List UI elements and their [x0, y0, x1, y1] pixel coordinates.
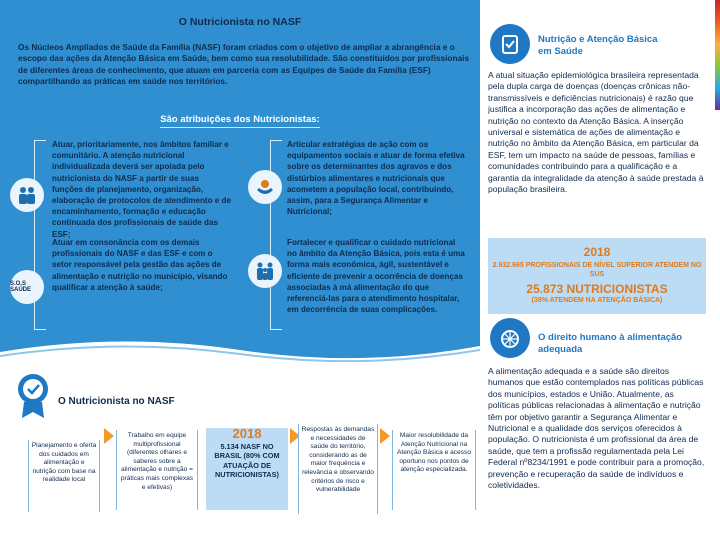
nasf-summary-section	[0, 362, 480, 540]
flow-box: Planejamento e oferta dos cuidados em alimentação e nutrição com base na realidade local	[28, 440, 100, 512]
right-column	[480, 0, 720, 540]
panel-title: O Nutricionista no NASF	[178, 16, 302, 28]
stat-nutritionists: 25.873 NUTRICIONISTAS	[526, 282, 668, 296]
nutrition-basic-care-title: Nutrição e Atenção Básica em Saúde	[538, 34, 658, 57]
flow-box: Maior resolubilidade da Atenção Nutricional na Atenção Básica e acesso oportuno nos pontos de atenção especializada.	[392, 430, 476, 510]
bracket-right	[270, 140, 282, 330]
family-icon	[248, 254, 282, 288]
attribution-item: Articular estratégias de ação com os equipamentos sociais e atuar de forma efetiva sobre os determinantes dos agravos e dos distúrbios alimentares e nutricionais que acometem a população local, contribuindo, assim, para a Segurança Alimentar e Nutricional;	[287, 140, 465, 217]
rainbow-strip	[715, 0, 720, 110]
attribution-item: Atuar, prioritariamente, nos âmbitos familiar e comunitário. A atenção nutricional individualizada deverá ser apoiada pelo nutricionista do NASF a partir de suas funções de planejamento, organização, elaboração de protocolos de atendimento e de encaminhamento, formação e educação continuada dos profissionais de saúde das ESF;	[52, 140, 231, 239]
attribution-item: Fortalecer e qualificar o cuidado nutricional no âmbito da Atenção Básica, pois esta é uma forma mais econômica, ágil, sustentável e eficiente de prevenir a ocorrência de doenças associadas à má alimentação do que referenciá-las para o atendimento hospitalar, em decorrência de suas complicações.	[287, 238, 465, 315]
stat-text: 5.134 NASF NO BRASIL (80% COM ATUAÇÃO DE NUTRICIONISTAS)	[214, 441, 280, 480]
attribution-item: Atuar em consonância com os demais profissionais do NASF e das ESF e com o setor responsável pela gestão das ações de alimentação e nutrição no município, visando qualificar a atenção à saúde;	[52, 238, 228, 292]
arrow-icon	[104, 428, 114, 444]
section-title: O Nutricionista no NASF	[58, 396, 175, 407]
stat-basic-care-share: (38% ATENDEM NA ATENÇÃO BÁSICA)	[531, 297, 663, 304]
clipboard-check-icon	[490, 24, 530, 64]
stat-professionals: 2.932.665 PROFISSIONAIS DE NÍVEL SUPERIOR ATENDEM NO SUS	[492, 262, 702, 278]
attributions-subtitle: São atribuições dos Nutricionistas:	[160, 114, 320, 125]
human-right-food-title: O direito humano à alimentação adequada	[538, 332, 683, 355]
arrow-icon	[380, 428, 390, 444]
people-icon	[10, 178, 44, 212]
award-badge-icon	[14, 372, 52, 420]
intro-paragraph: Os Núcleos Ampliados de Saúde da Família (NASF) foram criados com o objetivo de ampliar a abrangência e o escopo das ações da Atenção Básica em Saúde, bem como sua resolubilidade. São constituídos por profissionais de diferentes áreas de conhecimento, que atuam em parceria com as Equipes de Saúde da Família (ESF) compartilhando as práticas em saúde nos territórios.	[18, 42, 470, 87]
sos-saude-icon: S.O.S SAÚDE	[10, 270, 44, 304]
flow-box: Respostas às demandas e necessidades de saúde do território, considerando as de maior frequência e relevância e observando critérios de risco e vulnerabilidade	[298, 424, 378, 514]
nasf-info-panel	[0, 0, 480, 362]
stat-year: 2018	[583, 245, 611, 259]
flow-box: Trabalho em equipe multiprofissional (diferentes olhares e saberes sobre a alimentação e nutrição = práticas mais complexas e efetivas)	[116, 430, 198, 510]
fruit-icon	[490, 318, 530, 358]
nutrition-basic-care-text: A atual situação epidemiológica brasileira representada pela dupla carga de doenças (doenças crônicas não-transmissíveis e deficiências nutricionais) é razão que justifica a incorporação das ações de alimentação e nutrição no contexto da Atenção Básica. A inserção universal e sistemática de ações de alimentação e nutrição no âmbito da Atenção Básica, em particular da ESF, tem um impacto na saúde de pessoas, famílias e comunidades contribuindo para a qualificação e a garantia da integralidade da atenção à saúde prestada à população brasileira.	[488, 70, 704, 195]
nasf-stat-box	[206, 428, 288, 510]
human-right-food-text: A alimentação adequada e a saúde são direitos humanos que estão contemplados nas políticas públicas dos municípios, estados e União. Atualmente, as políticas públicas relacionadas à alimentação e nutrição têm por objetivo garantir a Segurança Alimentar e Nutricional e a qualidade dos serviços oferecidos à população. O nutricionista é um profissional da área de saúde, que tem a profissão regulamentada pela Lei Federal nº8234/1991 e pode contribuir para a promoção, prevenção e recuperação da saúde de indivíduos e coletividades.	[488, 366, 705, 491]
professionals-stat-box	[488, 238, 706, 314]
stat-year: 2018	[232, 426, 262, 441]
hands-care-icon	[248, 170, 282, 204]
subtitle-underline	[160, 127, 320, 128]
